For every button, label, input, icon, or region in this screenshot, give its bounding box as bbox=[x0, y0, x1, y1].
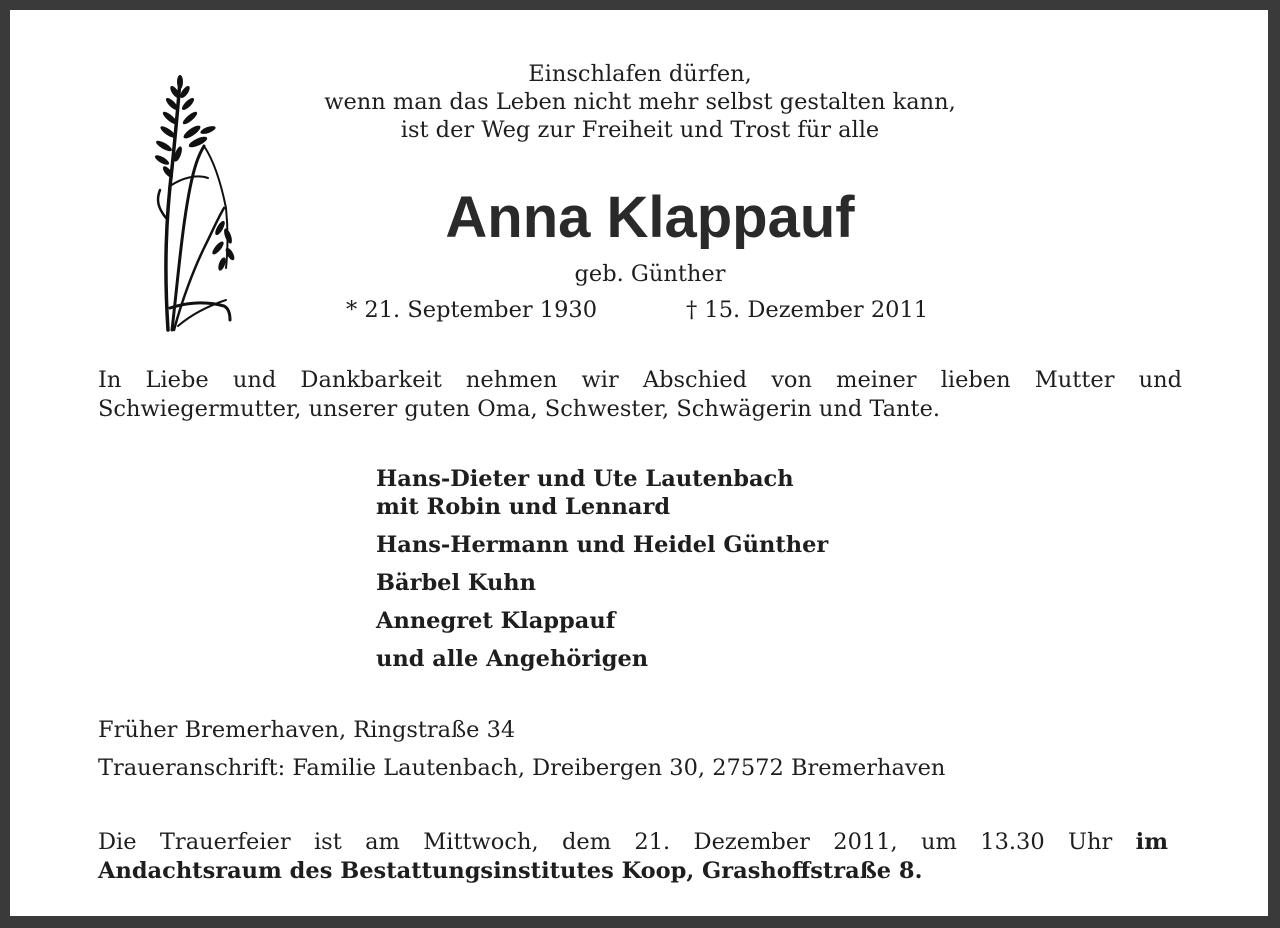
mourner-name: Bärbel Kuhn bbox=[376, 570, 537, 596]
mourner-name: Hans-Hermann und Heidel Günther bbox=[376, 532, 829, 558]
intro-text bbox=[98, 366, 1182, 424]
birth-name: geb. Günther bbox=[574, 261, 726, 287]
deceased-name: Anna Klappauf bbox=[445, 185, 855, 250]
birth-date: * 21. September 1930 bbox=[346, 297, 598, 323]
mourner-entry bbox=[376, 607, 1076, 635]
mourner-entry bbox=[376, 645, 1076, 673]
mourner-name-continued: mit Robin und Lennard bbox=[376, 494, 671, 520]
service-line-1 bbox=[98, 828, 1168, 857]
poem-line-3: ist der Weg zur Freiheit und Trost für alle bbox=[400, 117, 880, 143]
funeral-service-info bbox=[98, 828, 1168, 886]
service-time: Die Trauerfeier ist am Mittwoch, dem 21. Dezember 2011, um 13.30 Uhr bbox=[98, 829, 1113, 855]
mourner-name: Annegret Klappauf bbox=[376, 608, 616, 634]
mourner-name: Hans-Dieter und Ute Lautenbach bbox=[376, 466, 794, 492]
mourning-address: Traueranschrift: Familie Lautenbach, Dreibergen 30, 27572 Bremerhaven bbox=[98, 755, 946, 781]
mourner-entry bbox=[376, 569, 1076, 597]
address-block bbox=[98, 716, 1198, 782]
service-location: Andachtsraum des Bestattungsinstitutes Koop, Grashoffstraße 8. bbox=[98, 858, 923, 884]
mourner-name: und alle Angehörigen bbox=[376, 646, 649, 672]
obituary-card bbox=[10, 10, 1268, 916]
mourner-entry bbox=[376, 465, 1076, 521]
grass-stalk-icon bbox=[142, 68, 242, 336]
intro-line-2: Schwiegermutter, unserer guten Oma, Schwester, Schwägerin und Tante. bbox=[98, 396, 941, 422]
poem-line-1: Einschlafen dürfen, bbox=[528, 61, 752, 87]
former-address: Früher Bremerhaven, Ringstraße 34 bbox=[98, 717, 516, 743]
death-date: † 15. Dezember 2011 bbox=[686, 297, 929, 323]
intro-line-1: In Liebe und Dankbarkeit nehmen wir Abschied von meiner lieben Mutter und bbox=[98, 367, 1182, 393]
poem-line-2: wenn man das Leben nicht mehr selbst gestalten kann, bbox=[324, 89, 956, 115]
mourners-list bbox=[376, 465, 1076, 683]
mourner-entry bbox=[376, 531, 1076, 559]
life-dates bbox=[310, 296, 990, 326]
poem bbox=[260, 60, 1020, 144]
service-location-start: im bbox=[1135, 829, 1168, 855]
